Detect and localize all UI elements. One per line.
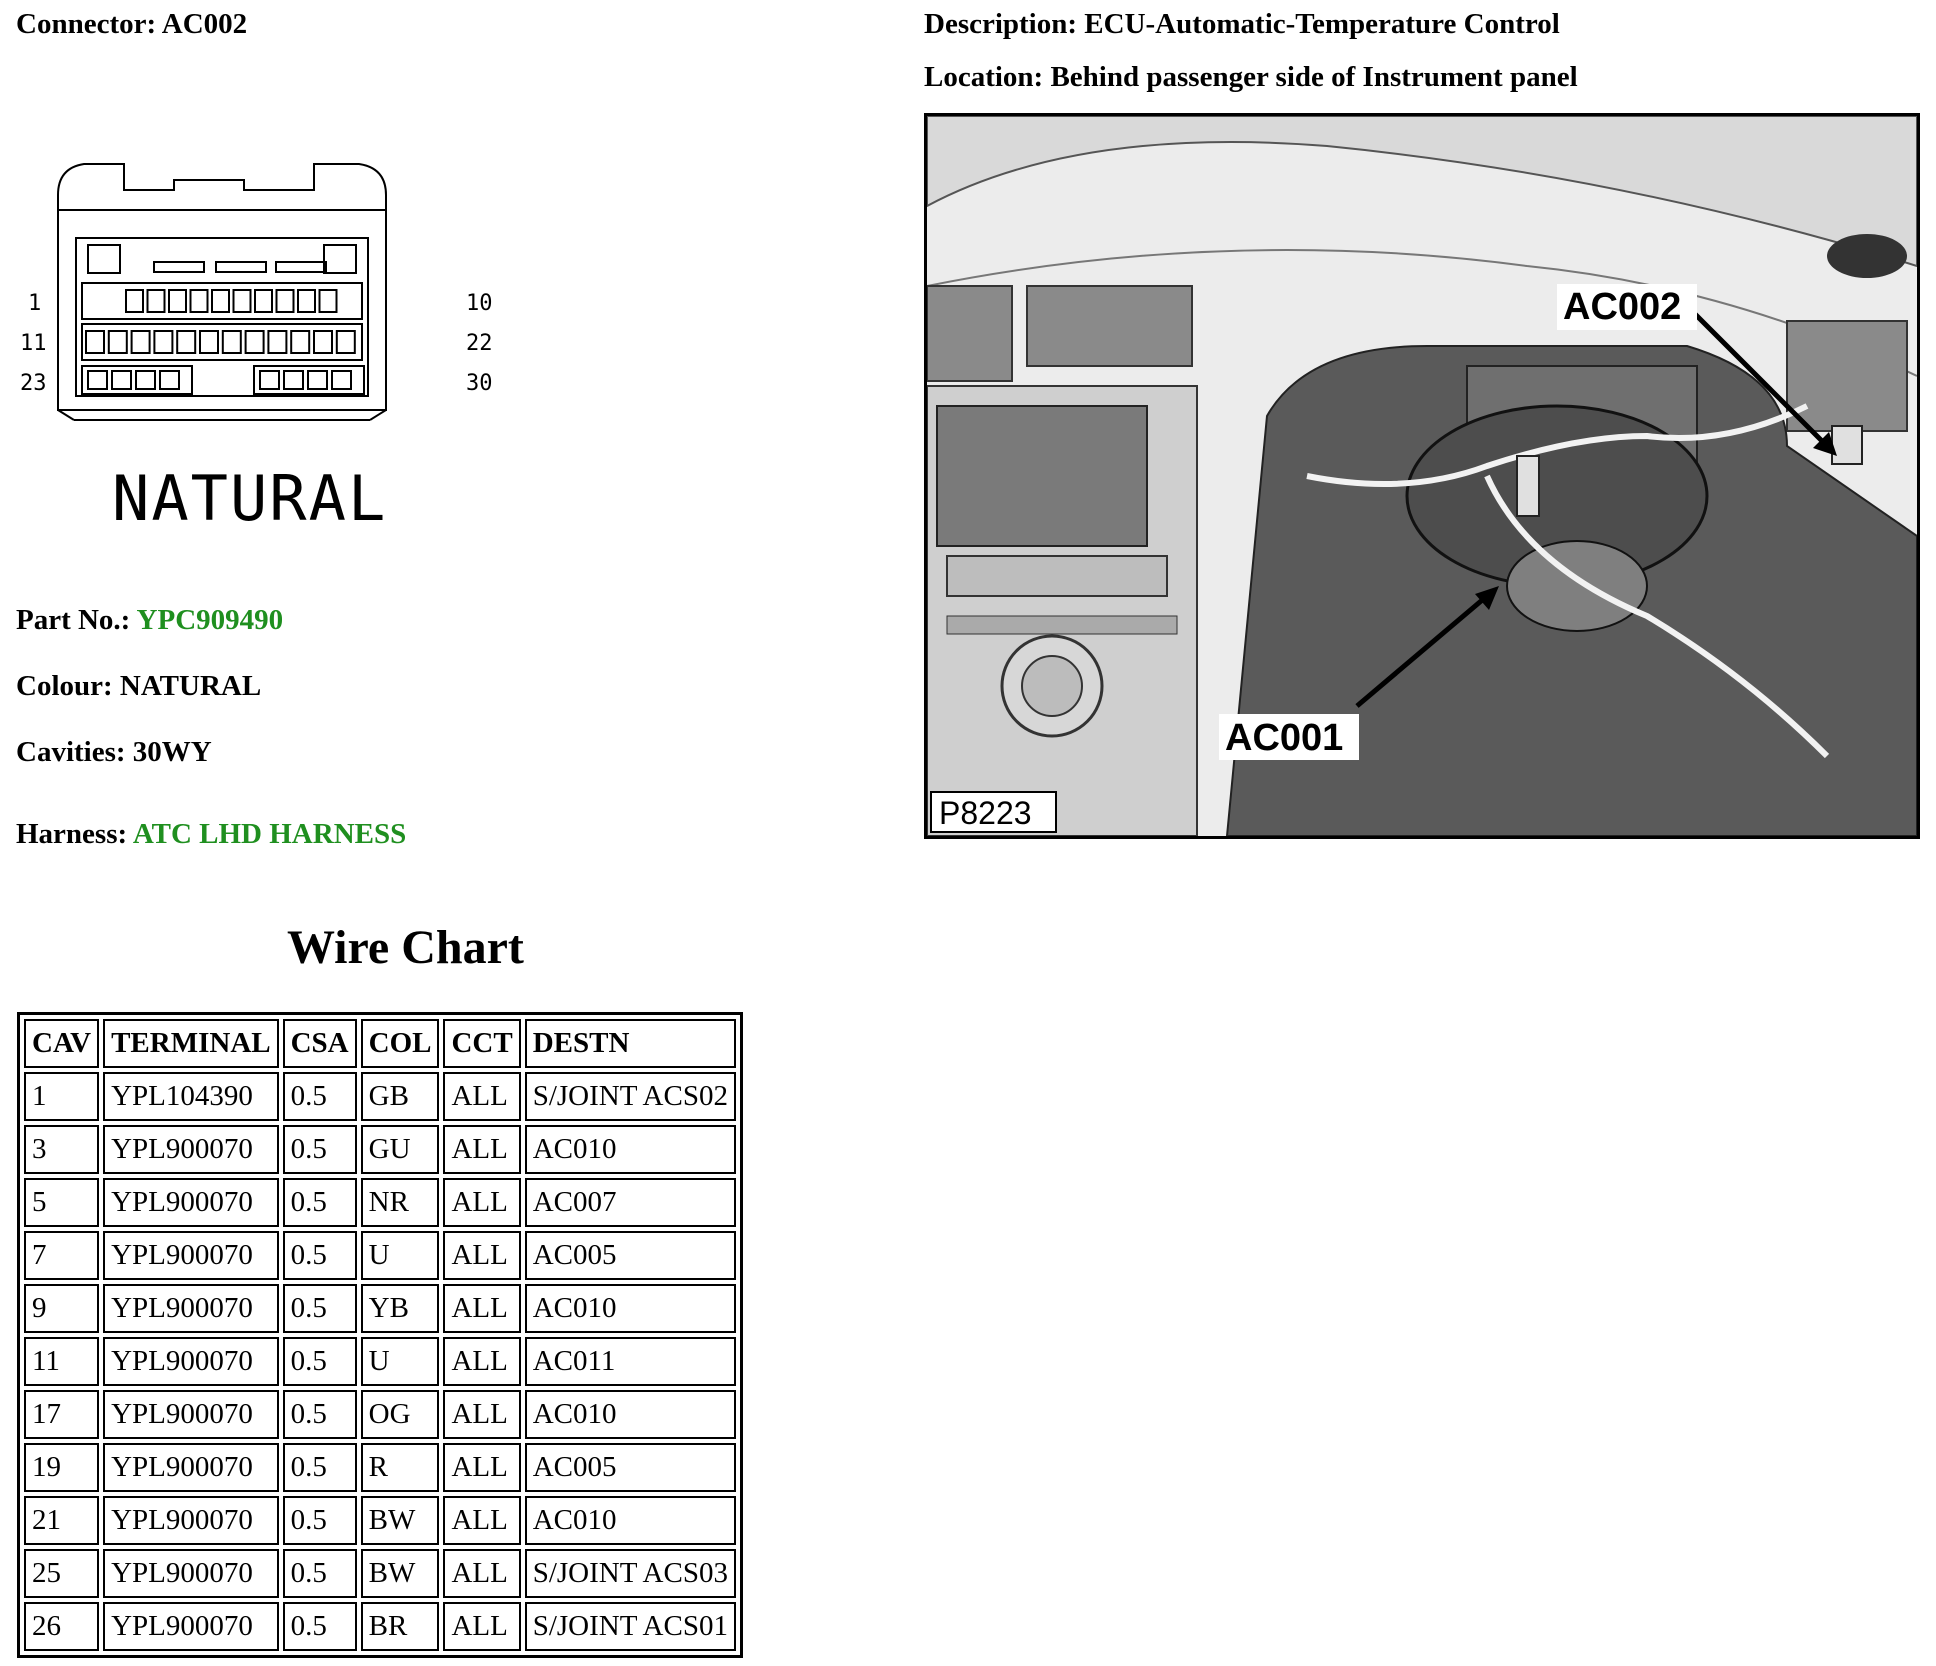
- colour-label: Colour:: [16, 670, 113, 702]
- cell-csa: 0.5: [283, 1284, 357, 1333]
- cell-col: U: [361, 1337, 440, 1386]
- row2-pin: [177, 331, 195, 353]
- row1-pin: [148, 290, 165, 312]
- row1-pin: [277, 290, 294, 312]
- cell-cct: ALL: [443, 1496, 520, 1545]
- cell-csa: 0.5: [283, 1125, 357, 1174]
- cell-col: BW: [361, 1496, 440, 1545]
- cell-col: YB: [361, 1284, 440, 1333]
- cell-col: GB: [361, 1072, 440, 1121]
- location-label: Location:: [924, 61, 1044, 93]
- row1-pin: [320, 290, 337, 312]
- connector-diagram: [14, 150, 514, 450]
- part-no-label: Part No.:: [16, 604, 131, 636]
- description-value: ECU-Automatic-Temperature Control: [1084, 8, 1560, 40]
- cell-cct: ALL: [443, 1337, 520, 1386]
- description-line: [924, 8, 1560, 41]
- cell-cct: ALL: [443, 1178, 520, 1227]
- pin-label-1: 1: [28, 291, 42, 316]
- col-header-cav: CAV: [24, 1019, 99, 1068]
- table-row: [24, 1443, 736, 1492]
- callout-ac002: AC002: [1563, 286, 1682, 328]
- cell-cav: 25: [24, 1549, 99, 1598]
- row3-left-pin: [88, 371, 107, 389]
- harness-label: Harness:: [16, 818, 128, 850]
- cell-cct: ALL: [443, 1072, 520, 1121]
- description-label: Description:: [924, 8, 1078, 40]
- cell-csa: 0.5: [283, 1337, 357, 1386]
- colour-value: NATURAL: [119, 670, 262, 702]
- cell-col: U: [361, 1231, 440, 1280]
- table-row: [24, 1390, 736, 1439]
- row3-left-pin: [136, 371, 155, 389]
- col-header-csa: CSA: [283, 1019, 357, 1068]
- row2-pin: [268, 331, 286, 353]
- connector-value: AC002: [161, 8, 248, 40]
- cell-cav: 5: [24, 1178, 99, 1227]
- cell-destn: AC010: [525, 1496, 736, 1545]
- cell-col: NR: [361, 1178, 440, 1227]
- table-row: [24, 1284, 736, 1333]
- cell-cct: ALL: [443, 1390, 520, 1439]
- location-photo: [924, 113, 1920, 839]
- col-header-col: COL: [361, 1019, 440, 1068]
- table-row: [24, 1178, 736, 1227]
- cell-csa: 0.5: [283, 1178, 357, 1227]
- row3-left-pin: [160, 371, 179, 389]
- cell-col: R: [361, 1443, 440, 1492]
- cell-destn: AC007: [525, 1178, 736, 1227]
- cell-terminal: YPL900070: [103, 1178, 279, 1227]
- col-header-cct: CCT: [443, 1019, 520, 1068]
- location-line: [924, 61, 1578, 94]
- cell-terminal: YPL900070: [103, 1602, 279, 1651]
- cell-terminal: YPL900070: [103, 1231, 279, 1280]
- table-row: [24, 1496, 736, 1545]
- row3-right-pin: [332, 371, 351, 389]
- cell-terminal: YPL900070: [103, 1337, 279, 1386]
- row2-pin: [314, 331, 332, 353]
- cell-cct: ALL: [443, 1443, 520, 1492]
- callout-ac001: AC001: [1225, 717, 1344, 759]
- cell-col: GU: [361, 1125, 440, 1174]
- cell-csa: 0.5: [283, 1496, 357, 1545]
- colour-line: [16, 670, 261, 703]
- row1-pin: [191, 290, 208, 312]
- cell-destn: AC010: [525, 1125, 736, 1174]
- cell-cct: ALL: [443, 1125, 520, 1174]
- pin-label-30: 30: [466, 371, 493, 396]
- row1-pin: [298, 290, 315, 312]
- cell-cav: 26: [24, 1602, 99, 1651]
- cell-col: BR: [361, 1602, 440, 1651]
- figure-id: P8223: [939, 795, 1032, 831]
- part-no-value[interactable]: YPC909490: [136, 604, 284, 636]
- cell-cav: 9: [24, 1284, 99, 1333]
- cell-cct: ALL: [443, 1231, 520, 1280]
- cell-csa: 0.5: [283, 1390, 357, 1439]
- cell-cct: ALL: [443, 1602, 520, 1651]
- pin-label-11: 11: [20, 331, 47, 356]
- part-no-line: [16, 604, 283, 637]
- cell-csa: 0.5: [283, 1231, 357, 1280]
- connector-label: Connector:: [16, 8, 157, 40]
- cell-cav: 11: [24, 1337, 99, 1386]
- cell-destn: AC011: [525, 1337, 736, 1386]
- wire-chart-title: Wire Chart: [287, 921, 524, 974]
- cavities-label: Cavities:: [16, 736, 126, 768]
- row3-right-pin: [260, 371, 279, 389]
- col-header-terminal: TERMINAL: [103, 1019, 279, 1068]
- cell-destn: AC010: [525, 1390, 736, 1439]
- cell-terminal: YPL900070: [103, 1390, 279, 1439]
- connector-colour-caption: NATURAL: [112, 462, 388, 535]
- cavities-value: 30WY: [132, 736, 212, 768]
- harness-line: [16, 818, 406, 851]
- cell-terminal: YPL900070: [103, 1443, 279, 1492]
- cell-cav: 21: [24, 1496, 99, 1545]
- cell-destn: AC010: [525, 1284, 736, 1333]
- col-header-destn: DESTN: [525, 1019, 736, 1068]
- cell-col: BW: [361, 1549, 440, 1598]
- row2-pin: [109, 331, 127, 353]
- cell-cav: 19: [24, 1443, 99, 1492]
- cell-terminal: YPL900070: [103, 1549, 279, 1598]
- row1-pin: [234, 290, 251, 312]
- cavities-line: [16, 736, 212, 769]
- wire-chart-table: [17, 1012, 743, 1658]
- table-row: [24, 1602, 736, 1651]
- cell-terminal: YPL104390: [103, 1072, 279, 1121]
- cell-csa: 0.5: [283, 1072, 357, 1121]
- cell-destn: S/JOINT ACS03: [525, 1549, 736, 1598]
- cell-destn: S/JOINT ACS01: [525, 1602, 736, 1651]
- cell-cct: ALL: [443, 1284, 520, 1333]
- cell-terminal: YPL900070: [103, 1284, 279, 1333]
- cell-csa: 0.5: [283, 1602, 357, 1651]
- cell-destn: AC005: [525, 1443, 736, 1492]
- row1-pin: [169, 290, 186, 312]
- table-row: [24, 1072, 736, 1121]
- cell-csa: 0.5: [283, 1443, 357, 1492]
- cell-cct: ALL: [443, 1549, 520, 1598]
- cell-cav: 3: [24, 1125, 99, 1174]
- row3-right-pin: [284, 371, 303, 389]
- row2-pin: [291, 331, 309, 353]
- row2-pin: [337, 331, 355, 353]
- connector-line: [16, 8, 247, 41]
- pin-label-10: 10: [466, 291, 493, 316]
- cell-destn: AC005: [525, 1231, 736, 1280]
- harness-value[interactable]: ATC LHD HARNESS: [132, 818, 407, 850]
- row3-right-pin: [308, 371, 327, 389]
- table-row: [24, 1125, 736, 1174]
- dashboard-illustration: [927, 116, 1917, 836]
- row2-pin: [154, 331, 172, 353]
- row1-pin: [126, 290, 143, 312]
- row2-pin: [132, 331, 150, 353]
- row1-pin: [255, 290, 272, 312]
- row1-pin: [212, 290, 229, 312]
- location-value: Behind passenger side of Instrument panel: [1050, 61, 1578, 93]
- row2-pin: [246, 331, 264, 353]
- cell-terminal: YPL900070: [103, 1125, 279, 1174]
- row2-pin: [223, 331, 241, 353]
- cell-cav: 1: [24, 1072, 99, 1121]
- pin-label-23: 23: [20, 371, 47, 396]
- row2-pin: [200, 331, 218, 353]
- table-row: [24, 1337, 736, 1386]
- table-row: [24, 1231, 736, 1280]
- wire-chart-header-row: [24, 1019, 736, 1068]
- pin-label-22: 22: [466, 331, 493, 356]
- cell-terminal: YPL900070: [103, 1496, 279, 1545]
- cell-col: OG: [361, 1390, 440, 1439]
- cell-destn: S/JOINT ACS02: [525, 1072, 736, 1121]
- table-row: [24, 1549, 736, 1598]
- cell-cav: 17: [24, 1390, 99, 1439]
- row3-left-pin: [112, 371, 131, 389]
- cell-csa: 0.5: [283, 1549, 357, 1598]
- cell-cav: 7: [24, 1231, 99, 1280]
- row2-pin: [86, 331, 104, 353]
